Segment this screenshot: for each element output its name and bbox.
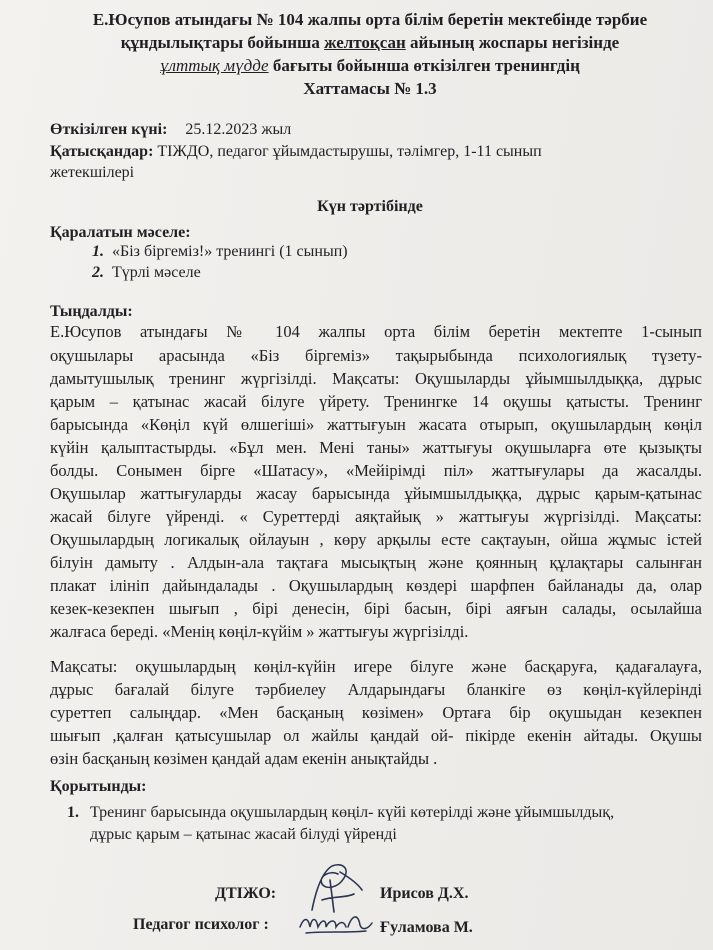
paragraph-line: шығып ,қалған қатысушылар ол жайлы қандай ой- пікірде екенін айтады. Оқушы xyxy=(50,726,702,745)
paragraph-line: күйін қалыптастырды. «Бұл мен. Мені таны» жаттығуы оқушыларға өте қызықты xyxy=(50,438,702,457)
conclusion-line-1: Тренинг барысында оқушылардың көңіл- күйі көтерілді және ұйымшылдық, xyxy=(90,804,615,821)
issues-label: Қаралатын мәселе: xyxy=(50,224,191,241)
signature-name-2: Ғуламова М. xyxy=(380,919,473,936)
paragraph-line: барысында «Көңіл күй өлшегіші» жаттығуын жасата отырып, оқушылардың көңіл xyxy=(50,415,702,434)
header-line-2: құндылықтары бойынша желтоқсан айының жоспары негізінде xyxy=(120,33,620,52)
signature-role-1: ДТІЖО: xyxy=(215,885,277,902)
paragraph-line: Е.Юсупов атындағы № 104 жалпы орта білім беретін мектепте 1-сынып xyxy=(50,322,702,341)
signature-name-1: Ирисов Д.Х. xyxy=(380,885,469,902)
participants-label: Қатысқандар: xyxy=(50,143,154,160)
paragraph-line: қарым – қатынас жасай білуге үйрету. Тренингке 14 оқушы қатысты. Тренинг xyxy=(50,392,702,411)
conclusion-label: Қорытынды: xyxy=(50,778,147,795)
header-line-1: Е.Юсупов атындағы № 104 жалпы орта білім беретін мектебінде тәрбие xyxy=(92,10,648,29)
participants-value-cont: жетекшілері xyxy=(50,164,135,181)
paragraph-line: жасай білуге үйренді. « Суреттерді аяқтайық » жаттығуы жүргізілді. Мақсаты: xyxy=(50,507,702,526)
paragraph-line: Оқушылардың логикалық ойлауын , көру арқылы есте сақтауын, ойша жұмыс істей xyxy=(50,530,702,549)
paragraph-line: плакат ілініп дайындалады . Оқушылардың көздері шарфпен байланады да, олар xyxy=(50,576,702,595)
paragraph-line: Мақсаты: оқушылардың көңіл-күйін игере білуге және басқаруға, қадағалауға, xyxy=(50,657,702,676)
header-line-3: ұлттық мүдде бағыты бойынша өткізілген тренингдің xyxy=(160,56,580,75)
paragraph-line: жалғаса береді. «Менің көңіл-күйім » жаттығуы жүргізілді. xyxy=(50,622,469,641)
paragraph-line: Оқушылар жаттығуларды жасау барысында ұйымшылдыққа, дұрыс қарым-қатынас xyxy=(50,484,702,503)
paragraph-line: дамытушылық тренинг жүргізілді. Мақсаты: Оқушыларды ұйымшылдыққа, дұрыс xyxy=(50,369,702,388)
date-value: 25.12.2023 жыл xyxy=(185,121,292,138)
participants-value: ТІЖДО, педагог ұйымдастырушы, тәлімгер, 1-11 сынып xyxy=(157,143,542,160)
participants-row xyxy=(50,143,542,161)
protocol-title: Хаттамасы № 1.3 xyxy=(303,79,437,98)
handwritten-signature-2 xyxy=(296,905,376,939)
signature-role-2: Педагог психолог : xyxy=(133,916,269,933)
date-label: Өткізілген күні: xyxy=(50,121,168,138)
paragraph-line: суреттеп салыңдар. «Мен басқаның көзімен» Ортаға бір оқушыдан кезекпен xyxy=(50,703,702,722)
agenda-title: Күн тәртібінде xyxy=(317,198,423,215)
direction-name: ұлттық мүдде xyxy=(160,56,269,75)
agenda-item: 1. «Біз біргеміз!» тренингі (1 сынып) xyxy=(92,243,348,260)
paragraph-line: өзін басқаның көзімен қандай адам екенін анықтайды . xyxy=(50,749,438,768)
conclusion-line-2: дұрыс қарым – қатынас жасай білуді үйренді xyxy=(90,826,397,843)
heard-label: Тыңдалды: xyxy=(50,303,133,320)
date-row xyxy=(50,121,291,139)
conclusion-number: 1. xyxy=(67,804,79,821)
paragraph-line: болды. Сонымен бірге «Шатасу», «Мейірімді піл» жаттығулары да жасалды. xyxy=(50,461,702,480)
paragraph-line: білуін дамыту . Алдын-ала тақтаға мысықтың және қоянның құлақтары салынған xyxy=(50,553,702,572)
paragraph-line: дұрыс бағалай білуге тәрбиелеу Алдарындағы бланкіге өз көңіл-күйлерінді xyxy=(50,680,702,699)
paragraph-line: кезек-кезекпен шығып , бірі денесін, бірі басын, бірі аяғын салады, осылайша xyxy=(50,599,702,618)
paragraph-line: оқушылары арасында «Біз біргеміз» тақырыбында психологиялық түзету- xyxy=(50,346,702,365)
month-underlined: желтоқсан xyxy=(324,33,406,52)
agenda-item: 2. Түрлі мәселе xyxy=(92,264,201,281)
